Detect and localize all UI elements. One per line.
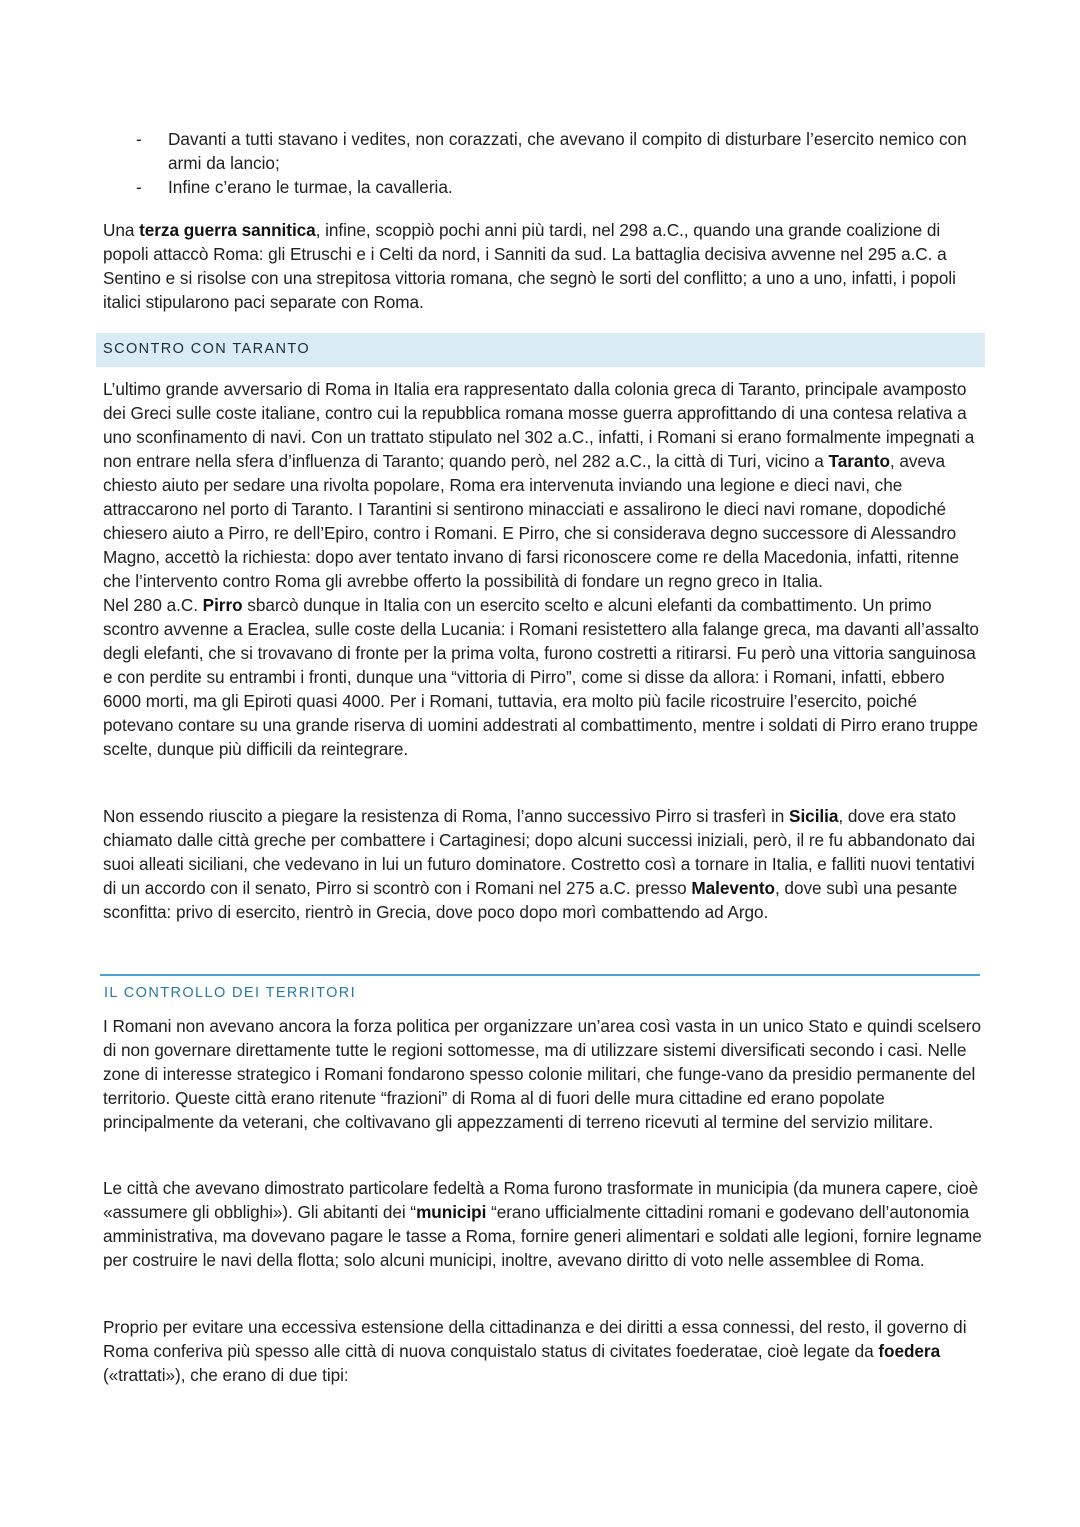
- bold-term: Malevento: [691, 878, 775, 898]
- text-run: sbarcò dunque in Italia con un esercito scelto e alcuni elefanti da combattimento. Un primo scontro avvenne a Eraclea, sulle coste della Lucania: i Romani resistettero alla falange greca, ma davanti all’assalto degli elefanti, che si trovavano di fronte per la prima volta, furono costretti a ritirarsi. Fu però una vittoria sanguinosa e con perdite su entrambi i fronti, dunque una “vittoria di Pirro”, come si disse da allora: i Romani, infatti, ebbero 6000 morti, ma gli Epiroti quasi 4000. Per i Romani, tuttavia, era molto più facile ricostruire l’esercito, poiché potevano contare su una grande riserva di uomini addestrati al combattimento, mentre i soldati di Pirro erano truppe scelte, dunque più difficili da reintegrare.: [103, 595, 979, 759]
- paragraph-municipi: [103, 1176, 983, 1272]
- bullet-text: Davanti a tutti stavano i vedites, non corazzati, che avevano il compito di disturbare l’esercito nemico con armi da lancio;: [168, 129, 967, 173]
- bold-term: terza guerra sannitica: [139, 220, 316, 240]
- paragraph-taranto: [103, 377, 983, 761]
- text-run: , infine, scoppiò pochi anni più tardi, nel 298 a.C., quando una grande coalizione di popoli attaccò Roma: gli Etruschi e i Celti da nord, i Sanniti da sud. La battaglia decisiva avvenne nel 295 a.C. a Sentino e si risolse con una strepitosa vittoria romana, che segnò le sorti del conflitto; a uno a uno, infatti, i popoli italici stipularono paci separate con Roma.: [103, 220, 956, 312]
- bold-term: municipi: [416, 1202, 487, 1222]
- bullet-item: [100, 175, 1000, 199]
- bold-term: Sicilia: [789, 806, 839, 826]
- text-run: , dove era stato chiamato dalle città greche per combattere i Cartaginesi; dopo alcuni successi iniziali, però, il re fu abbandonato dai suoi alleati siciliani, che vedevano in lui un futuro dominatore. Costretto così a tornare in Italia, e falliti nuovi tentativi di un accordo con il senato, Pirro si scontrò con i Romani nel 275 a.C. presso: [103, 806, 976, 898]
- paragraph-controllo: I Romani non avevano ancora la forza politica per organizzare un’area così vasta in un unico Stato e quindi scelsero di non governare direttamente tutte le regioni sottomesse, ma di utilizzare sistemi diversificati secondo i casi. Nelle zone di interesse strategico i Romani fondarono spesso colonie militari, che funge-vano da presidio permanente del territorio. Queste città erano ritenute “frazioni” di Roma al di fuori delle mura cittadine ed erano popolate principalmente da veterani, che coltivavano gli appezzamenti di terreno ricevuti al termine del servizio militare.: [103, 1016, 981, 1132]
- paragraph-sicilia: [103, 804, 983, 924]
- section-heading-controllo: IL CONTROLLO DEI TERRITORI: [104, 985, 357, 1001]
- text-run: L’ultimo grande avversario di Roma in Italia era rappresentato dalla colonia greca di Taranto, principale avamposto dei Greci sulle coste italiane, contro cui la repubblica romana mosse guerra approfittando di una contesa relativa a uno sconfinamento di navi. Con un trattato stipulato nel 302 a.C., infatti, i Romani si erano formalmente impegnati a non entrare nella sfera d’influenza di Taranto; quando però, nel 282 a.C., la città di Turi, vicino a: [103, 379, 975, 471]
- text-run: Una: [103, 220, 140, 240]
- text-run: “erano ufficialmente cittadini romani e godevano dell’autonomia amministrativa, ma dovevano pagare le tasse a Roma, fornire generi alimentari e soldati alle legioni, fornire legname per costruire le navi della flotta; solo alcuni municipi, inoltre, avevano diritto di voto nelle assemblee di Roma.: [103, 1202, 982, 1270]
- text-run: Proprio per evitare una eccessiva estensione della cittadinanza e dei diritti a essa connessi, del resto, il governo di Roma conferiva più spesso alle città di nuova conquistalo status di civitates foederatae, cioè legate da: [103, 1317, 967, 1361]
- bullet-dash: -: [136, 177, 142, 197]
- bullet-item: [100, 127, 1000, 175]
- bold-term: Taranto: [828, 451, 890, 471]
- bullet-dash: -: [136, 129, 142, 149]
- text-run: , dove subì una pesante sconfitta: privo di esercito, rientrò in Grecia, dove poco dopo morì combattendo ad Argo.: [103, 878, 958, 922]
- bold-term: Pirro: [202, 595, 243, 615]
- bold-term: foedera: [878, 1341, 941, 1361]
- text-run: Non essendo riuscito a piegare la resistenza di Roma, l’anno successivo Pirro si trasferì in: [103, 806, 790, 826]
- text-run: Le città che avevano dimostrato particolare fedeltà a Roma furono trasformate in municipia (da munera capere, cioè «assumere gli obblighi»). Gli abitanti dei “: [103, 1178, 979, 1222]
- text-run: , aveva chiesto aiuto per sedare una rivolta popolare, Roma era intervenuta inviando una legione e dieci navi, che attraccarono nel porto di Taranto. I Tarantini si sentirono minacciati e assalirono le dieci navi romane, dopodiché chiesero aiuto a Pirro, re dell’Epiro, contro i Romani. E Pirro, che si considerava degno successore di Alessandro Magno, accettò la richiesta: dopo aver tentato invano di farsi riconoscere come re della Macedonia, infatti, ritenne che l’intervento contro Roma gli avrebbe offerto la possibilità di fondare un regno greco in Italia.: [103, 451, 959, 591]
- section-heading-taranto: [96, 333, 985, 367]
- text-run: Nel 280 a.C.: [103, 595, 203, 615]
- section-divider: [100, 974, 980, 976]
- paragraph-foedera: [103, 1315, 983, 1387]
- text-run: («trattati»), che erano di due tipi:: [103, 1365, 349, 1385]
- bullet-text: Infine c’erano le turmae, la cavalleria.: [168, 177, 453, 197]
- paragraph-terza-guerra: [103, 218, 983, 314]
- bullet-list: [100, 127, 1000, 199]
- section-heading-text: SCONTRO CON TARANTO: [103, 341, 311, 357]
